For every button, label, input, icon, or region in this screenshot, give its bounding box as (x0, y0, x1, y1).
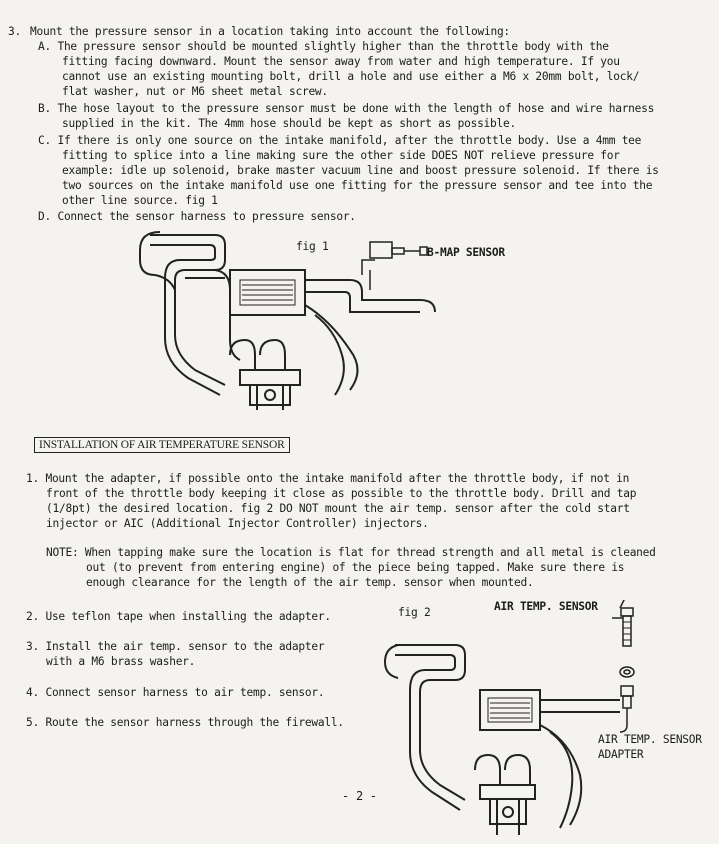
item-c-line4: two sources on the intake manifold use one fitting for the pressure sensor and tee into the (62, 179, 653, 192)
item-a-line2: fitting facing downward. Mount the sensor away from water and high temperature. If you (62, 55, 620, 68)
fig2-sensor-label: AIR TEMP. SENSOR (494, 600, 598, 613)
step3-line2: with a M6 brass washer. (46, 655, 196, 668)
item-b-line2: supplied in the kit. The 4mm hose should be kept as short as possible. (62, 117, 516, 130)
note-line2: out (to prevent from entering engine) of the piece being tapped. Make sure there is (86, 561, 625, 574)
section-3-intro: Mount the pressure sensor in a location taking into account the following: (30, 25, 510, 38)
air-temp-section-heading: INSTALLATION OF AIR TEMPERATURE SENSOR (34, 437, 290, 453)
item-a-line4: flat washer, nut or M6 sheet metal screw. (62, 85, 328, 98)
item-d: D. Connect the sensor harness to pressure sensor. (38, 210, 356, 223)
item-a-line3: cannot use an existing mounting bolt, drill a hole and use either a M6 x 20mm bolt, lock/ (62, 70, 640, 83)
step4: 4. Connect sensor harness to air temp. sensor. (26, 686, 325, 699)
fig2-adapter-label-line1: AIR TEMP. SENSOR (598, 733, 702, 746)
item-b-line1: B. The hose layout to the pressure sensor must be done with the length of hose and wire harness (38, 102, 655, 115)
item-c-line5: other line source. fig 1 (62, 194, 218, 207)
fig1-label: fig 1 (296, 240, 329, 253)
item-a-line1: A. The pressure sensor should be mounted slightly higher than the throttle body with the (38, 40, 609, 53)
fig2-label: fig 2 (398, 606, 431, 619)
step5: 5. Route the sensor harness through the firewall. (26, 716, 344, 729)
step1-line2: front of the throttle body keeping it close as possible to the throttle body. Drill and tap (46, 487, 637, 500)
section-3-number: 3. (8, 25, 21, 38)
fig1-sensor-label: B-MAP SENSOR (427, 246, 505, 259)
step1-line3: (1/8pt) the desired location. fig 2 DO NOT mount the air temp. sensor after the cold start (46, 502, 630, 515)
fig2-engine-diagram (380, 600, 650, 835)
page-number: - 2 - (342, 789, 377, 803)
item-c-line1: C. If there is only one source on the intake manifold, after the throttle body. Use a 4mm tee (38, 134, 642, 147)
item-c-line3: example: idle up solenoid, brake master vacuum line and boost pressure solenoid. If there is (62, 164, 659, 177)
fig2-adapter-label-line2: ADAPTER (598, 748, 644, 761)
step1-line1: 1. Mount the adapter, if possible onto the intake manifold after the throttle body, if not in (26, 472, 630, 485)
note-line3: enough clearance for the length of the air temp. sensor when mounted. (86, 576, 534, 589)
step1-line4: injector or AIC (Additional Injector Controller) injectors. (46, 517, 429, 530)
note-line1: NOTE: When tapping make sure the location is flat for thread strength and all metal is cleaned (46, 546, 656, 559)
step2: 2. Use teflon tape when installing the adapter. (26, 610, 331, 623)
step3-line1: 3. Install the air temp. sensor to the adapter (26, 640, 325, 653)
item-c-line2: fitting to splice into a line making sure the other side DOES NOT relieve pressure for (62, 149, 620, 162)
